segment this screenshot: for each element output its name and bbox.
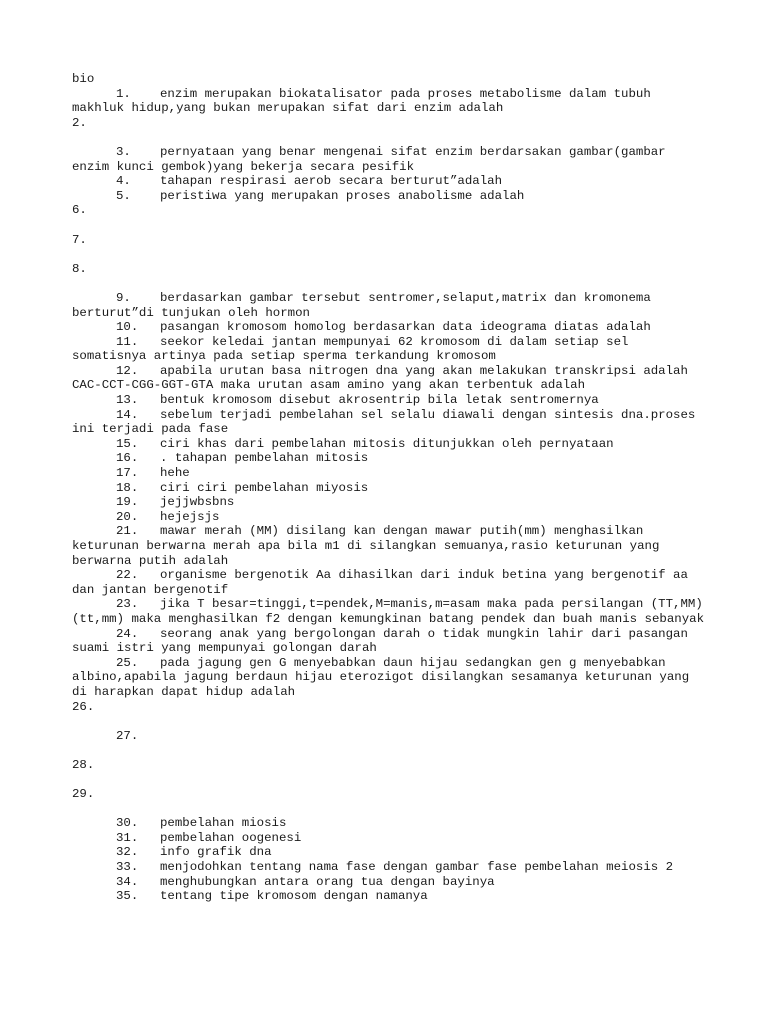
item-text: . tahapan pembelahan mitosis xyxy=(160,451,369,466)
question-item xyxy=(72,335,708,364)
item-number: 15. xyxy=(116,436,139,451)
question-item xyxy=(72,875,708,890)
item-number: 32. xyxy=(116,845,139,860)
item-text: menghubungkan antara orang tua dengan bayinya xyxy=(160,874,495,889)
blank-line xyxy=(72,714,708,729)
item-text: pernyataan yang benar mengenai sifat enzim berdarsakan gambar(gambar enzim kunci gembok)yang bekerja secara pesifik xyxy=(72,144,666,174)
item-number: 17. xyxy=(116,466,139,481)
item-text: pembelahan miosis xyxy=(160,816,287,831)
item-number: 31. xyxy=(116,830,139,845)
document-title: bio xyxy=(72,72,95,86)
item-text: organisme bergenotik Aa dihasilkan dari induk betina yang bergenotif aa dan jantan bergenotif xyxy=(72,568,688,597)
item-number: 33. xyxy=(116,860,139,875)
question-item xyxy=(72,262,708,277)
item-number: 2. xyxy=(72,115,87,130)
item-number: 25. xyxy=(116,655,139,670)
question-item xyxy=(72,816,708,831)
question-item xyxy=(72,116,708,131)
question-item xyxy=(72,203,708,218)
item-number: 30. xyxy=(116,816,139,831)
item-text: jika T besar=tinggi,t=pendek,M=manis,m=asam maka pada persilangan (TT,MM) (tt,mm) maka menghasilkan f2 dengan kemungkinan batang pendek dan buah manis sebanyak xyxy=(72,597,705,626)
item-text: seorang anak yang bergolongan darah o tidak mungkin lahir dari pasangan suami istri yang mempunyai golongan darah xyxy=(72,626,688,656)
item-number: 16. xyxy=(116,451,139,466)
item-text: tentang tipe kromosom dengan namanya xyxy=(160,889,428,904)
item-text: pada jagung gen G menyebabkan daun hijau sedangkan gen g menyebabkan albino,apabila jagung berdaun hijau eterozigot disilangkan sesamanya keturunan yang di harapkan dapat hidup adalah xyxy=(72,655,690,699)
item-text: info grafik dna xyxy=(160,845,272,860)
item-number: 23. xyxy=(116,597,139,612)
question-item xyxy=(72,320,708,335)
item-number: 8. xyxy=(72,261,87,276)
item-number: 34. xyxy=(116,874,139,889)
blank-line xyxy=(72,802,708,817)
blank-line xyxy=(72,247,708,262)
item-number: 28. xyxy=(72,757,95,772)
question-item xyxy=(72,524,708,568)
item-number: 14. xyxy=(116,407,139,422)
question-item xyxy=(72,597,708,626)
question-item xyxy=(72,787,708,802)
item-number: 9. xyxy=(116,290,131,305)
item-number: 21. xyxy=(116,524,139,539)
item-number: 6. xyxy=(72,203,87,218)
question-item xyxy=(72,233,708,248)
blank-line xyxy=(72,773,708,788)
item-number: 24. xyxy=(116,626,139,641)
item-text: sebelum terjadi pembelahan sel selalu diawali dengan sintesis dna.proses ini terjadi pada fase xyxy=(72,407,696,437)
item-text: tahapan respirasi aerob secara berturut”adalah xyxy=(160,174,503,189)
question-item xyxy=(72,845,708,860)
item-text: mawar merah (MM) disilang kan dengan mawar putih(mm) menghasilkan keturunan berwarna merah apa bila m1 di silangkan semuanya,rasio keturunan yang berwarna putih adalah xyxy=(72,524,660,568)
question-item xyxy=(72,627,708,656)
question-item xyxy=(72,495,708,510)
question-item xyxy=(72,174,708,189)
item-text: berdasarkan gambar tersebut sentromer,selaput,matrix dan kromonema berturut”di tunjukan oleh hormon xyxy=(72,290,651,320)
question-item xyxy=(72,145,708,174)
item-text: jejjwbsbns xyxy=(160,495,235,510)
question-item xyxy=(72,291,708,320)
item-text: peristiwa yang merupakan proses anabolisme adalah xyxy=(160,188,525,203)
question-list xyxy=(72,87,708,904)
question-item xyxy=(72,831,708,846)
item-number: 27. xyxy=(116,728,139,743)
item-number: 11. xyxy=(116,334,139,349)
question-item xyxy=(72,189,708,204)
question-item xyxy=(72,758,708,773)
blank-line xyxy=(72,743,708,758)
item-text: seekor keledai jantan mempunyai 62 kromosom di dalam setiap sel somatisnya artinya pada setiap sperma terkandung kromosom xyxy=(72,334,629,364)
question-item xyxy=(72,568,708,597)
question-item xyxy=(72,481,708,496)
item-text: enzim merupakan biokatalisator pada proses metabolisme dalam tubuh makhluk hidup,yang bukan merupakan sifat dari enzim adalah xyxy=(72,86,651,116)
item-number: 18. xyxy=(116,480,139,495)
item-number: 26. xyxy=(72,699,95,714)
item-text: hejejsjs xyxy=(160,509,220,524)
item-number: 3. xyxy=(116,144,131,159)
item-text: menjodohkan tentang nama fase dengan gambar fase pembelahan meiosis 2 xyxy=(160,860,674,875)
item-number: 12. xyxy=(116,363,139,378)
item-number: 7. xyxy=(72,232,87,247)
question-item xyxy=(72,729,708,744)
item-text: apabila urutan basa nitrogen dna yang akan melakukan transkripsi adalah CAC-CCT-CGG-GGT-GTA maka urutan asam amino yang akan terbentuk adalah xyxy=(72,363,688,393)
item-number: 35. xyxy=(116,889,139,904)
item-text: pembelahan oogenesi xyxy=(160,830,302,845)
question-item xyxy=(72,466,708,481)
blank-line xyxy=(72,276,708,291)
blank-line xyxy=(72,130,708,145)
item-text: ciri khas dari pembelahan mitosis ditunjukkan oleh pernyataan xyxy=(160,436,614,451)
item-text: hehe xyxy=(160,466,190,481)
item-number: 4. xyxy=(116,174,131,189)
item-number: 1. xyxy=(116,86,131,101)
question-item xyxy=(72,656,708,700)
item-number: 20. xyxy=(116,509,139,524)
question-item xyxy=(72,860,708,875)
question-item xyxy=(72,393,708,408)
question-item xyxy=(72,510,708,525)
question-item xyxy=(72,87,708,116)
question-item xyxy=(72,889,708,904)
item-number: 29. xyxy=(72,787,95,802)
item-text: pasangan kromosom homolog berdasarkan data ideograma diatas adalah xyxy=(160,320,651,335)
item-number: 22. xyxy=(116,568,139,583)
blank-line xyxy=(72,218,708,233)
question-item xyxy=(72,451,708,466)
question-item xyxy=(72,364,708,393)
item-number: 5. xyxy=(116,188,131,203)
question-item xyxy=(72,700,708,715)
item-text: ciri ciri pembelahan miyosis xyxy=(160,480,369,495)
question-item xyxy=(72,408,708,437)
question-item xyxy=(72,437,708,452)
item-number: 10. xyxy=(116,320,139,335)
item-text: bentuk kromosom disebut akrosentrip bila letak sentromernya xyxy=(160,393,599,408)
item-number: 19. xyxy=(116,495,139,510)
item-number: 13. xyxy=(116,393,139,408)
